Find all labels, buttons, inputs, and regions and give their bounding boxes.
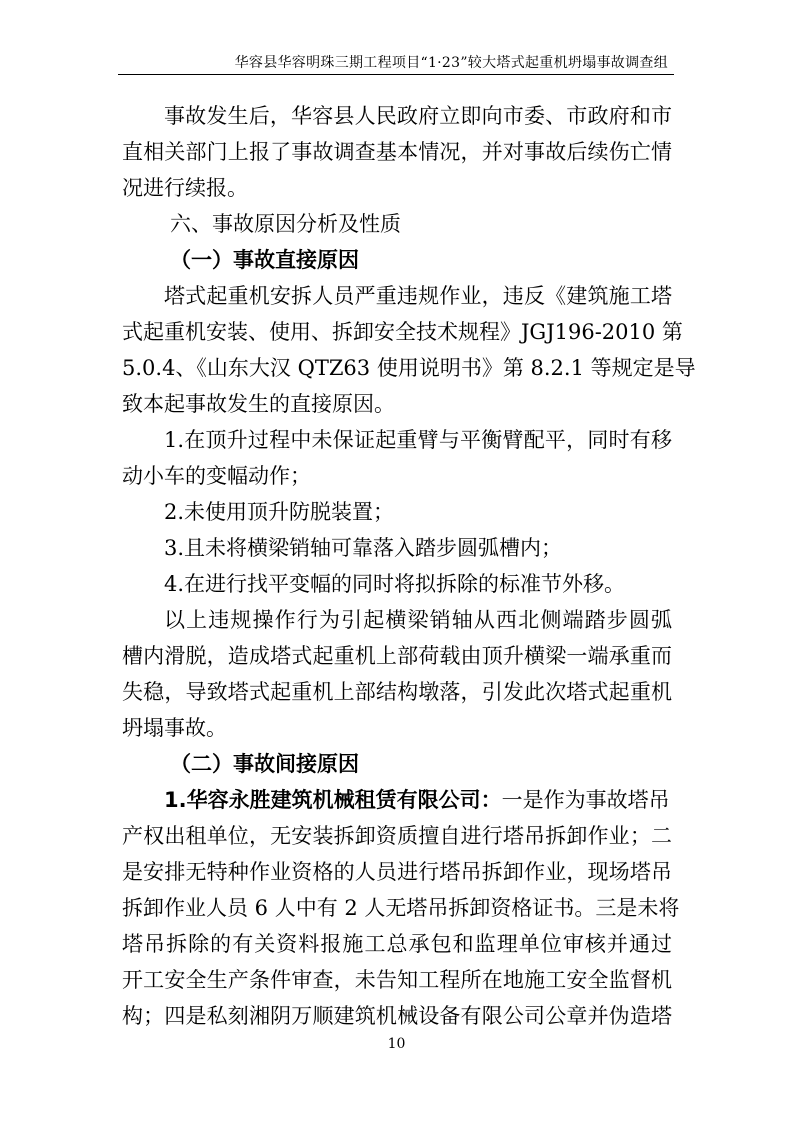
paragraph-line: 构；四是私刻湘阴万顺建筑机械设备有限公司公章并伪造塔: [122, 1004, 672, 1028]
paragraph-line: 坍塌事故。: [122, 716, 227, 740]
paragraph-line: 以上违规操作行为引起横梁销轴从西北侧端踏步圆弧: [164, 608, 672, 632]
paragraph-line: [122, 782, 672, 819]
paragraph-line: 塔吊拆除的有关资料报施工总承包和监理单位审核并通过: [122, 932, 672, 956]
section-heading: 六、事故原因分析及性质: [170, 212, 401, 236]
page-header: 华容县华容明珠三期工程项目“1·23”较大塔式起重机坍塌事故调查组: [234, 55, 668, 71]
list-item: 2.未使用顶升防脱装置；: [164, 500, 395, 524]
paragraph-line: 是安排无特种作业资格的人员进行塔吊拆卸作业，现场塔吊: [122, 860, 672, 884]
paragraph-line: 式起重机安装、使用、拆卸安全技术规程》JGJ196-2010 第: [122, 320, 683, 344]
subsection-heading: （二）事故间接原因: [170, 752, 359, 776]
paragraph-line: 拆卸作业人员 6 人中有 2 人无塔吊拆卸资格证书。三是未将: [122, 896, 680, 920]
list-item: 1.在顶升过程中未保证起重臂与平衡臂配平，同时有移: [164, 428, 672, 452]
paragraph-line: 塔式起重机安拆人员严重违规作业，违反《建筑施工塔: [164, 284, 672, 308]
paragraph-line: 槽内滑脱，造成塔式起重机上部荷载由顶升横梁一端承重而: [122, 644, 672, 668]
paragraph-line: 失稳，导致塔式起重机上部结构墩落，引发此次塔式起重机: [122, 680, 672, 704]
paragraph-text: 一是作为事故塔吊: [501, 788, 670, 812]
paragraph-line: 直相关部门上报了事故调查基本情况，并对事故后续伤亡情: [122, 140, 672, 164]
paragraph-line: 况进行续报。: [122, 176, 248, 200]
paragraph-line: 5.0.4、《山东大汉 QTZ63 使用说明书》第 8.2.1 等规定是导: [122, 356, 696, 380]
paragraph-line: 产权出租单位，无安装拆卸资质擅自进行塔吊拆卸作业；二: [122, 824, 672, 848]
subsection-heading: （一）事故直接原因: [170, 248, 359, 272]
page-number: 10: [387, 1036, 406, 1052]
header-rule: [118, 74, 674, 75]
paragraph-line: 开工安全生产条件审查，未告知工程所在地施工安全监督机: [122, 968, 672, 992]
paragraph-line: 事故发生后，华容县人民政府立即向市委、市政府和市: [164, 104, 672, 128]
paragraph-line: 致本起事故发生的直接原因。: [122, 392, 395, 416]
list-item: 4.在进行找平变幅的同时将拟拆除的标准节外移。: [164, 572, 626, 596]
company-name-lead: 1.华容永胜建筑机械租赁有限公司：: [164, 788, 502, 812]
list-item: 3.且未将横梁销轴可靠落入踏步圆弧槽内；: [164, 536, 563, 560]
list-item-continuation: 动小车的变幅动作；: [122, 464, 311, 488]
